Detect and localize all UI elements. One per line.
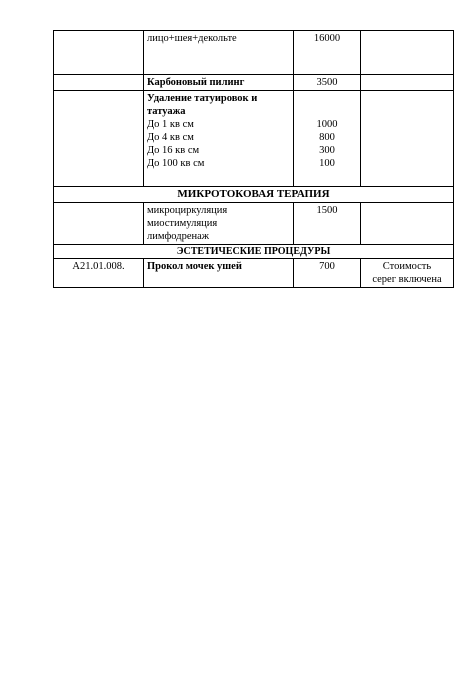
section-header-aesthetic: ЭСТЕТИЧЕСКИЕ ПРОЦЕДУРЫ <box>54 245 454 259</box>
price-cell: 16000 <box>294 31 361 75</box>
table-row-tattoo-removal <box>54 91 454 187</box>
size-option-label: До 1 кв см <box>147 119 194 130</box>
table-row-microcurrent <box>54 203 454 245</box>
size-option-label: До 4 кв см <box>147 132 194 143</box>
price-cell: 3500 <box>294 75 361 91</box>
note-line: Стоимость <box>382 261 432 272</box>
price-cell: 1500 <box>294 203 361 245</box>
service-title-line: татуажа <box>147 106 186 117</box>
service-name-cell: Карбоновый пилинг <box>144 75 294 91</box>
price-cell <box>294 91 361 187</box>
size-option-price: 1000 <box>316 119 338 130</box>
size-option-label: До 16 кв см <box>147 145 200 156</box>
note-cell <box>361 91 454 187</box>
size-option-label: До 100 кв см <box>147 158 205 169</box>
note-cell <box>361 203 454 245</box>
size-option-price: 300 <box>319 145 335 156</box>
code-cell <box>54 75 144 91</box>
size-option-price: 100 <box>319 158 335 169</box>
price-cell: 700 <box>294 259 361 288</box>
price-table <box>53 30 454 288</box>
code-cell: A21.01.008. <box>54 259 144 288</box>
note-cell <box>361 31 454 75</box>
note-cell <box>361 75 454 91</box>
section-header-microcurrent: МИКРОТОКОВАЯ ТЕРАПИЯ <box>54 187 454 203</box>
note-line: серег включена <box>372 274 442 285</box>
service-title-line: Удаление татуировок и <box>147 93 258 104</box>
service-name-cell: Прокол мочек ушей <box>144 259 294 288</box>
code-cell <box>54 91 144 187</box>
service-line: лимфодренаж <box>147 231 210 242</box>
code-cell <box>54 31 144 75</box>
size-option-price: 800 <box>319 132 335 143</box>
code-cell <box>54 203 144 245</box>
service-name-cell: лицо+шея+декольте <box>144 31 294 75</box>
service-name-cell <box>144 203 294 245</box>
section-header-row <box>54 187 454 203</box>
table-row-ear-piercing <box>54 259 454 288</box>
table-row-carbon-peel <box>54 75 454 91</box>
service-line: миостимуляция <box>147 218 218 229</box>
service-line: микроциркуляция <box>147 205 228 216</box>
table-row-face-neck <box>54 31 454 75</box>
section-header-row <box>54 245 454 259</box>
note-cell <box>361 259 454 288</box>
service-name-cell <box>144 91 294 187</box>
